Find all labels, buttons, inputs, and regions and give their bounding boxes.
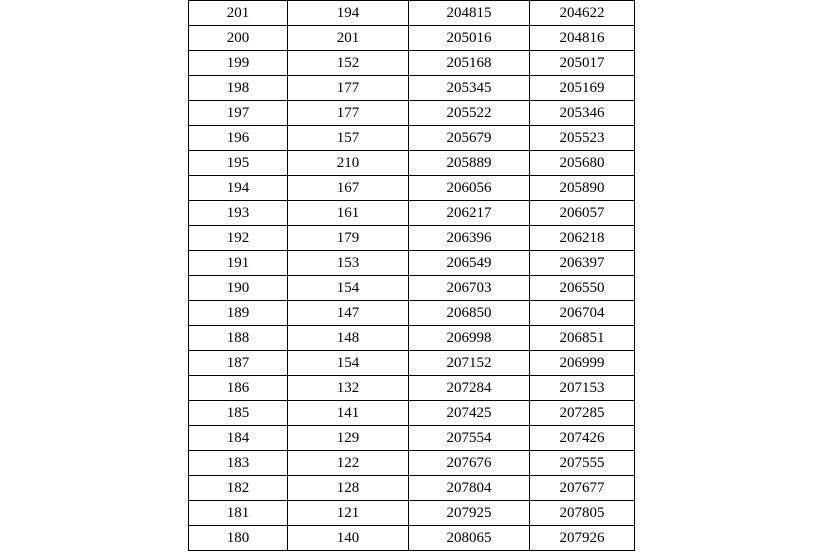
cell-cumulative-start: 207153 — [530, 376, 635, 401]
table-row — [189, 376, 635, 401]
cell-count: 157 — [288, 126, 409, 151]
table-row — [189, 326, 635, 351]
cell-cumulative-end: 207925 — [409, 501, 530, 526]
cell-cumulative-end: 205522 — [409, 101, 530, 126]
cell-cumulative-end: 208065 — [409, 526, 530, 551]
cell-count: 161 — [288, 201, 409, 226]
cell-cumulative-end: 207554 — [409, 426, 530, 451]
cell-score: 186 — [189, 376, 288, 401]
cell-score: 189 — [189, 301, 288, 326]
cell-cumulative-start: 207555 — [530, 451, 635, 476]
cell-cumulative-end: 205168 — [409, 51, 530, 76]
cell-count: 179 — [288, 226, 409, 251]
cell-score: 194 — [189, 176, 288, 201]
cell-count: 154 — [288, 276, 409, 301]
cell-count: 177 — [288, 101, 409, 126]
cell-count: 121 — [288, 501, 409, 526]
table-row — [189, 76, 635, 101]
cell-count: 128 — [288, 476, 409, 501]
cell-cumulative-start: 207285 — [530, 401, 635, 426]
table-row — [189, 451, 635, 476]
table-row — [189, 426, 635, 451]
cell-count: 122 — [288, 451, 409, 476]
cell-cumulative-end: 205889 — [409, 151, 530, 176]
cell-cumulative-end: 207676 — [409, 451, 530, 476]
cell-cumulative-start: 207426 — [530, 426, 635, 451]
cell-cumulative-end: 207425 — [409, 401, 530, 426]
cell-score: 199 — [189, 51, 288, 76]
table-row — [189, 251, 635, 276]
cell-score: 182 — [189, 476, 288, 501]
cell-cumulative-start: 206704 — [530, 301, 635, 326]
table-row — [189, 126, 635, 151]
table-row — [189, 401, 635, 426]
cell-cumulative-start: 206397 — [530, 251, 635, 276]
cell-score: 180 — [189, 526, 288, 551]
cell-cumulative-start: 205169 — [530, 76, 635, 101]
table-row — [189, 476, 635, 501]
cell-count: 177 — [288, 76, 409, 101]
cell-cumulative-start: 206999 — [530, 351, 635, 376]
cell-count: 141 — [288, 401, 409, 426]
cell-cumulative-end: 206850 — [409, 301, 530, 326]
cell-cumulative-start: 206218 — [530, 226, 635, 251]
cell-score: 195 — [189, 151, 288, 176]
cell-score: 191 — [189, 251, 288, 276]
cell-cumulative-start: 204622 — [530, 1, 635, 26]
cell-count: 148 — [288, 326, 409, 351]
table-row — [189, 226, 635, 251]
cell-cumulative-end: 206703 — [409, 276, 530, 301]
cell-count: 147 — [288, 301, 409, 326]
cell-cumulative-end: 206549 — [409, 251, 530, 276]
cell-cumulative-start: 205523 — [530, 126, 635, 151]
cell-count: 152 — [288, 51, 409, 76]
cell-cumulative-start: 207677 — [530, 476, 635, 501]
cell-cumulative-start: 205346 — [530, 101, 635, 126]
table-row — [189, 26, 635, 51]
cell-count: 194 — [288, 1, 409, 26]
table-row — [189, 301, 635, 326]
table-row — [189, 276, 635, 301]
cell-score: 196 — [189, 126, 288, 151]
table-row — [189, 176, 635, 201]
table-row — [189, 101, 635, 126]
cell-cumulative-end: 206396 — [409, 226, 530, 251]
table-row — [189, 201, 635, 226]
cell-cumulative-start: 207805 — [530, 501, 635, 526]
cell-count: 154 — [288, 351, 409, 376]
cell-cumulative-end: 206056 — [409, 176, 530, 201]
cell-count: 129 — [288, 426, 409, 451]
cell-score: 198 — [189, 76, 288, 101]
cell-score: 192 — [189, 226, 288, 251]
cell-score: 193 — [189, 201, 288, 226]
cell-cumulative-end: 205679 — [409, 126, 530, 151]
cell-score: 201 — [189, 1, 288, 26]
cell-cumulative-end: 205345 — [409, 76, 530, 101]
cell-count: 153 — [288, 251, 409, 276]
cell-score: 183 — [189, 451, 288, 476]
cell-score: 185 — [189, 401, 288, 426]
table-row — [189, 151, 635, 176]
cell-score: 188 — [189, 326, 288, 351]
table-row — [189, 351, 635, 376]
cell-cumulative-end: 204815 — [409, 1, 530, 26]
cell-cumulative-end: 206998 — [409, 326, 530, 351]
cell-count: 167 — [288, 176, 409, 201]
table-row — [189, 526, 635, 551]
cell-score: 197 — [189, 101, 288, 126]
cell-cumulative-end: 207804 — [409, 476, 530, 501]
cell-count: 140 — [288, 526, 409, 551]
cell-count: 201 — [288, 26, 409, 51]
table-body — [189, 1, 635, 551]
cell-score: 187 — [189, 351, 288, 376]
cell-score: 181 — [189, 501, 288, 526]
cell-count: 132 — [288, 376, 409, 401]
score-distribution-table — [188, 0, 635, 551]
cell-cumulative-start: 206851 — [530, 326, 635, 351]
cell-cumulative-start: 207926 — [530, 526, 635, 551]
cell-score: 190 — [189, 276, 288, 301]
cell-cumulative-end: 205016 — [409, 26, 530, 51]
cell-cumulative-start: 206550 — [530, 276, 635, 301]
cell-cumulative-start: 205017 — [530, 51, 635, 76]
cell-cumulative-start: 206057 — [530, 201, 635, 226]
table-row — [189, 1, 635, 26]
cell-cumulative-end: 206217 — [409, 201, 530, 226]
cell-score: 200 — [189, 26, 288, 51]
cell-count: 210 — [288, 151, 409, 176]
cell-cumulative-end: 207284 — [409, 376, 530, 401]
table-row — [189, 51, 635, 76]
cell-cumulative-start: 204816 — [530, 26, 635, 51]
cell-cumulative-start: 205680 — [530, 151, 635, 176]
table-row — [189, 501, 635, 526]
cell-cumulative-end: 207152 — [409, 351, 530, 376]
cell-score: 184 — [189, 426, 288, 451]
cell-cumulative-start: 205890 — [530, 176, 635, 201]
